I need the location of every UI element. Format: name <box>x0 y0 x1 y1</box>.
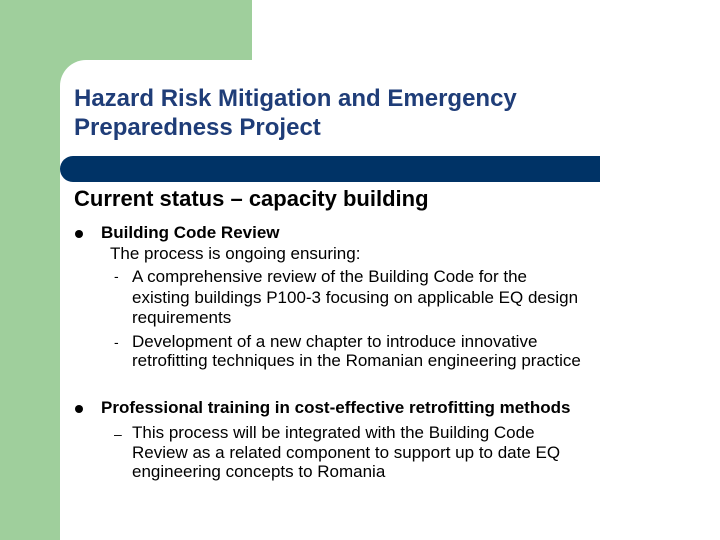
sub-item-line: engineering concepts to Romania <box>132 462 386 481</box>
bullet-heading: Building Code Review <box>101 223 280 242</box>
sub-item-line: Development of a new chapter to introduce innovative <box>132 332 538 351</box>
slide-title-line-2: Preparedness Project <box>74 114 321 141</box>
sub-item-line: requirements <box>132 308 232 327</box>
slide-title-line-1: Hazard Risk Mitigation and Emergency <box>74 85 517 112</box>
sub-item-line: A comprehensive review of the Building Code for the <box>132 267 528 286</box>
sub-item-dash: - <box>114 334 119 350</box>
sub-item-line: existing buildings P100-3 focusing on applicable EQ design <box>132 288 579 307</box>
sub-item-dash: – <box>114 426 122 442</box>
bullet-dot <box>75 230 83 238</box>
section-subtitle: Current status – capacity building <box>74 186 429 211</box>
bullet-heading: Professional training in cost-effective retrofitting methods <box>101 398 571 417</box>
sub-item-line: Review as a related component to support up to date EQ <box>132 443 561 462</box>
slide-title <box>74 84 674 142</box>
bullet-intro: The process is ongoing ensuring: <box>110 244 361 263</box>
bullet-dot <box>75 405 83 413</box>
title-divider-bar <box>60 156 600 182</box>
sub-item-line: This process will be integrated with the Building Code <box>132 423 535 442</box>
sub-item-line: retrofitting techniques in the Romanian engineering practice <box>132 351 581 370</box>
sub-item-dash: - <box>114 268 119 284</box>
